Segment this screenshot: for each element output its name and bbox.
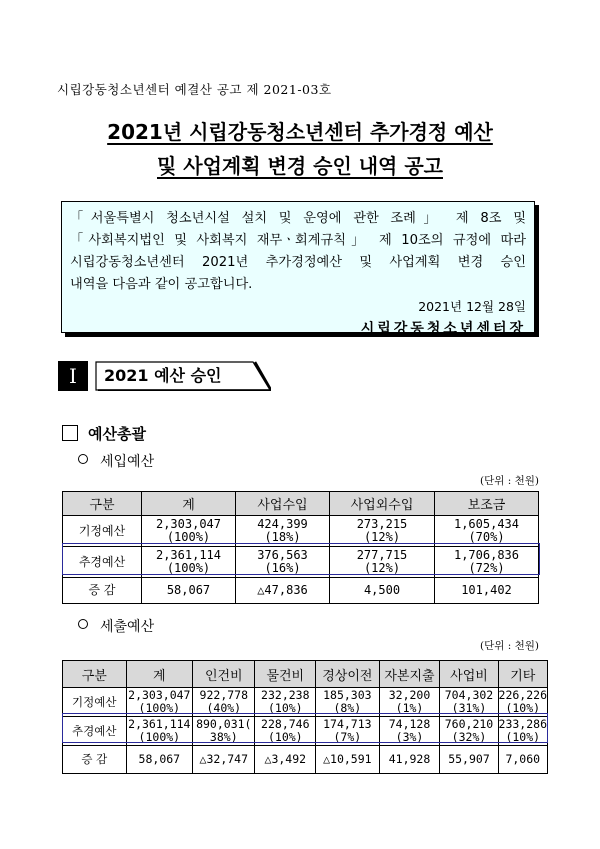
budget-summary-heading (62, 423, 146, 444)
notice-date: 2021년 12월 28일 (418, 299, 526, 314)
table-cell (126, 688, 193, 717)
income-table (62, 491, 539, 604)
cell-value: 277,715 (356, 548, 408, 562)
cell-value: 890,031( (196, 717, 252, 731)
table-cell (316, 688, 379, 717)
table-cell: △32,747 (193, 746, 255, 774)
notice-line-3: 시립강동청소년센터 2021년 추가경정예산 및 사업계획 변경 승인 (70, 255, 526, 270)
table-cell (236, 516, 330, 547)
table-cell: 55,907 (440, 746, 498, 774)
cell-value: 2,303,047 (128, 688, 191, 702)
cell-percent: (1%) (395, 701, 424, 715)
cell-value: 1,706,836 (453, 548, 520, 562)
expense-header-cell: 구분 (63, 661, 127, 688)
expense-row-original (63, 688, 548, 717)
document-number: 시립강동청소년센터 예결산 공고 제 2021-03호 (57, 82, 332, 97)
row-label: 추경예산 (63, 547, 142, 578)
cell-value: 232,238 (261, 688, 310, 702)
page-title-line-1 (0, 116, 600, 145)
table-cell (126, 717, 193, 746)
table-cell: 4,500 (330, 578, 435, 604)
expense-heading-text: 세출예산 (100, 619, 155, 635)
circle-bullet-icon (78, 619, 88, 629)
cell-value: 74,128 (388, 717, 431, 731)
cell-value: 704,302 (444, 688, 494, 702)
cell-value: 233,286 (498, 717, 547, 731)
expense-row-revised (63, 717, 548, 746)
row-label: 기정예산 (63, 516, 142, 547)
cell-percent: (70%) (468, 530, 505, 544)
cell-value: 424,399 (257, 517, 308, 531)
cell-value: 2,361,114 (128, 717, 191, 731)
circle-bullet-icon (78, 454, 88, 464)
row-label: 추경예산 (63, 717, 127, 746)
income-header-cell: 계 (142, 492, 236, 516)
expense-header-cell: 자본지출 (379, 661, 440, 688)
table-cell (440, 688, 498, 717)
table-cell (330, 516, 435, 547)
table-cell (193, 717, 255, 746)
table-cell (330, 547, 435, 578)
income-row-change (63, 578, 539, 604)
title-line-2-text: 및 사업계획 변경 승인 내역 공고 (157, 154, 443, 178)
income-row-original (63, 516, 539, 547)
notice-signature: 시립강동청소년센터장 (360, 321, 526, 337)
cell-percent: (7%) (333, 730, 362, 744)
income-unit: (단위 : 천원) (480, 475, 539, 487)
expense-header-cell: 인건비 (193, 661, 255, 688)
expense-header-row (63, 661, 548, 688)
expense-row-change (63, 746, 548, 774)
cell-value: 376,563 (257, 548, 308, 562)
table-cell: 7,060 (498, 746, 547, 774)
table-cell (316, 717, 379, 746)
table-cell (236, 547, 330, 578)
cell-value: 2,303,047 (155, 517, 222, 531)
income-header-row (63, 492, 539, 516)
income-row-revised (63, 547, 539, 578)
cell-percent: (10%) (267, 730, 303, 744)
notice-line-1: 「서울특별시 청소년시설 설치 및 운영에 관한 조례」 제 8조 및 (70, 211, 526, 226)
table-cell (142, 516, 236, 547)
table-cell (255, 688, 316, 717)
cell-percent: (31%) (451, 701, 487, 715)
income-heading (78, 451, 154, 471)
expense-header-cell: 물건비 (255, 661, 316, 688)
income-header-cell: 사업수입 (236, 492, 330, 516)
table-cell (379, 688, 440, 717)
income-header-cell: 사업외수입 (330, 492, 435, 516)
page-title-line-2 (0, 150, 600, 179)
cell-percent: (10%) (267, 701, 303, 715)
expense-header-cell: 사업비 (440, 661, 498, 688)
cell-value: 760,210 (444, 717, 494, 731)
cell-value: 185,303 (323, 688, 372, 702)
cell-value: 174,713 (323, 717, 372, 731)
cell-percent: (72%) (468, 561, 505, 575)
cell-value: 228,746 (261, 717, 310, 731)
cell-value: 922,778 (199, 688, 249, 702)
expense-heading (78, 616, 154, 636)
table-cell (142, 547, 236, 578)
table-cell: 101,402 (435, 578, 539, 604)
cell-percent: (10%) (505, 730, 541, 744)
cell-value: 226,226 (498, 688, 547, 702)
table-cell (498, 717, 547, 746)
table-cell (440, 717, 498, 746)
cell-value: 1,605,434 (453, 517, 520, 531)
title-line-1-text: 2021년 시립강동청소년센터 추가경정 예산 (107, 120, 493, 144)
table-cell (193, 688, 255, 717)
table-cell (379, 717, 440, 746)
table-cell: △3,492 (255, 746, 316, 774)
cell-percent: (100%) (138, 701, 181, 715)
table-cell: △47,836 (236, 578, 330, 604)
expense-unit: (단위 : 천원) (480, 640, 539, 652)
income-header-cell: 구분 (63, 492, 142, 516)
notice-box (61, 201, 535, 337)
table-cell (498, 688, 547, 717)
expense-header-cell: 경상이전 (316, 661, 379, 688)
table-cell: 41,928 (379, 746, 440, 774)
notice-line-2: 「사회복지법인 및 사회복지 재무ㆍ회계규칙」 제 10조의 규정에 따라 (70, 233, 526, 248)
table-cell (255, 717, 316, 746)
table-cell (435, 547, 539, 578)
cell-percent: (3%) (395, 730, 424, 744)
cell-percent: (8%) (333, 701, 362, 715)
budget-summary-text: 예산총괄 (88, 425, 146, 443)
expense-header-cell: 기타 (498, 661, 547, 688)
cell-percent: (18%) (264, 530, 301, 544)
expense-header-cell: 계 (126, 661, 193, 688)
cell-percent: 38%) (209, 730, 238, 744)
cell-percent: (12%) (363, 530, 401, 544)
cell-percent: (12%) (363, 561, 401, 575)
cell-percent: (32%) (451, 730, 487, 744)
cell-percent: (40%) (206, 701, 242, 715)
row-label: 증 감 (63, 578, 142, 604)
section-number: Ⅰ (58, 361, 88, 391)
row-label: 기정예산 (63, 688, 127, 717)
cell-value: 32,200 (388, 688, 431, 702)
notice-line-4: 내역을 다음과 같이 공고합니다. (70, 277, 253, 292)
cell-percent: (16%) (264, 561, 301, 575)
cell-value: 2,361,114 (155, 548, 222, 562)
expense-table (62, 660, 548, 774)
cell-percent: (100%) (166, 561, 211, 575)
table-cell: 58,067 (126, 746, 193, 774)
table-cell (435, 516, 539, 547)
cell-percent: (100%) (166, 530, 211, 544)
square-bullet-icon (62, 425, 78, 441)
income-header-cell: 보조금 (435, 492, 539, 516)
cell-percent: (10%) (505, 701, 541, 715)
row-label: 증 감 (63, 746, 127, 774)
income-heading-text: 세입예산 (100, 454, 155, 470)
table-cell: 58,067 (142, 578, 236, 604)
cell-percent: (100%) (138, 730, 181, 744)
cell-value: 273,215 (356, 517, 408, 531)
section-label: 2021 예산 승인 (104, 366, 222, 385)
table-cell: △10,591 (316, 746, 379, 774)
